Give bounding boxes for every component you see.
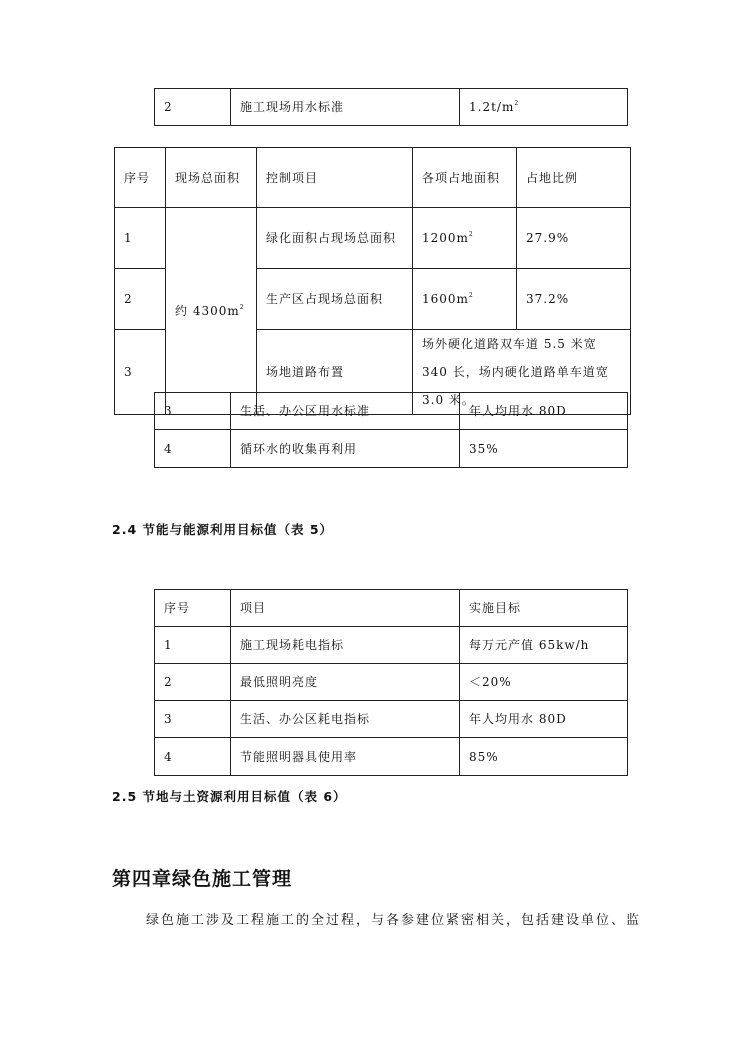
row-ratio: 27.9% [517, 208, 631, 269]
row-target: 年人均用水 80D [460, 701, 628, 738]
row-ratio: 37.2% [517, 269, 631, 330]
table-row [155, 664, 628, 701]
header-target: 实施目标 [460, 590, 628, 627]
row-area: $1600m^2$ [413, 269, 517, 330]
road-layout-note: 场外硬化道路双车道 5.5 米宽 340 长，场内硬化道路单车道宽 3.0 米。 [413, 330, 631, 415]
row-item: 生活、办公区耗电指标 [231, 701, 460, 738]
row-item: 施工现场用水标准 [231, 89, 460, 126]
table-row [155, 627, 628, 664]
table-row [155, 738, 628, 776]
row-item: 施工现场耗电指标 [231, 627, 460, 664]
row-item: 生活、办公区用水标准 [231, 393, 460, 430]
section-2-4-title: 2.4 节能与能源利用目标值（表 5） [112, 522, 334, 537]
row-target: ＜20% [460, 664, 628, 701]
header-no: 序号 [115, 148, 166, 208]
table-header-row [155, 590, 628, 627]
row-number: 1 [115, 208, 166, 269]
row-item: 绿化面积占现场总面积 [257, 208, 413, 269]
row-target: 每万元产值 65kw/h [460, 627, 628, 664]
row-target: 85% [460, 738, 628, 776]
row-number: 3 [115, 330, 166, 415]
table-row [155, 701, 628, 738]
section-2-5-title: 2.5 节地与土资源利用目标值（表 6） [112, 789, 347, 804]
table-row [155, 430, 628, 468]
table-row [115, 208, 631, 269]
row-item: 生产区占现场总面积 [257, 269, 413, 330]
header-item: 项目 [231, 590, 460, 627]
water-standard-table-bottom [154, 392, 628, 468]
land-use-table [114, 147, 631, 415]
water-standard-table-top [154, 88, 628, 126]
header-control-item: 控制项目 [257, 148, 413, 208]
header-ratio: 占地比例 [517, 148, 631, 208]
row-item: 循环水的收集再利用 [231, 430, 460, 468]
row-item: 最低照明亮度 [231, 664, 460, 701]
total-area-cell: 约 $4300m^2$ [166, 208, 257, 415]
chapter-title: 第四章绿色施工管理 [112, 868, 293, 890]
row-value: 35% [460, 430, 628, 468]
table-header-row [115, 148, 631, 208]
table-row [155, 393, 628, 430]
row-number: 3 [155, 393, 231, 430]
row-area: $1200m^2$ [413, 208, 517, 269]
header-total-area: 现场总面积 [166, 148, 257, 208]
row-number: 2 [155, 664, 231, 701]
chapter-paragraph: 绿色施工涉及工程施工的全过程，与各参建位紧密相关，包括建设单位、监 [146, 913, 642, 928]
header-no: 序号 [155, 590, 231, 627]
row-number: 1 [155, 627, 231, 664]
row-number: 2 [155, 89, 231, 126]
row-value: $1.2t/m^2$ [460, 89, 628, 126]
row-number: 4 [155, 430, 231, 468]
row-number: 4 [155, 738, 231, 776]
energy-target-table [154, 589, 628, 776]
row-value: 年人均用水 80D [460, 393, 628, 430]
row-number: 2 [115, 269, 166, 330]
row-item: 场地道路布置 [257, 330, 413, 415]
row-item: 节能照明器具使用率 [231, 738, 460, 776]
table-row [155, 89, 628, 126]
row-number: 3 [155, 701, 231, 738]
header-item-area: 各项占地面积 [413, 148, 517, 208]
